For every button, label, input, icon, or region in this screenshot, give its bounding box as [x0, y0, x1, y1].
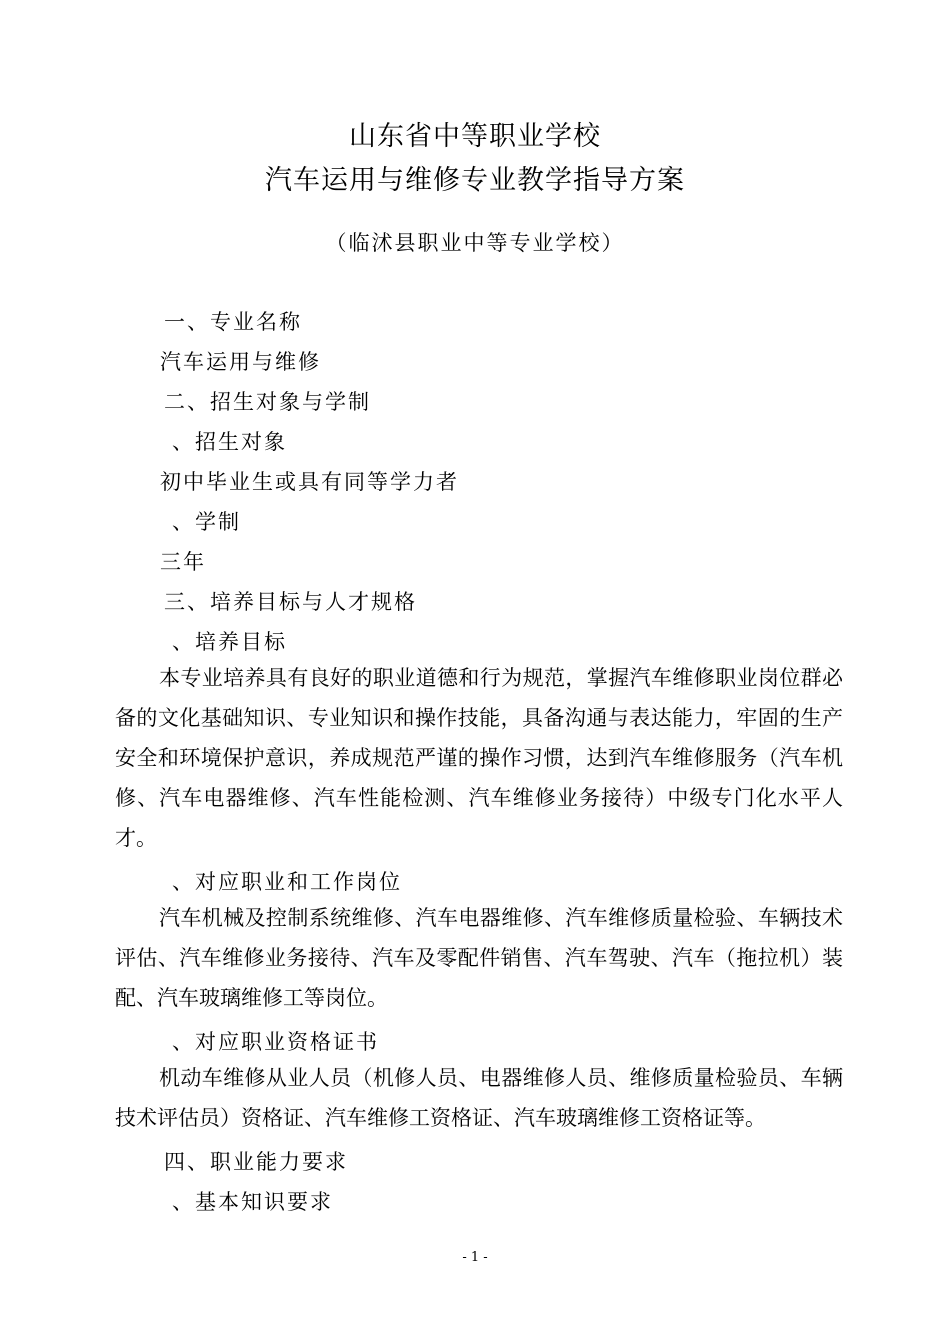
document-title-line2: 汽车运用与维修专业教学指导方案: [265, 165, 685, 196]
document-subtitle: （临沭县职业中等专业学校）: [325, 231, 625, 255]
subsection-heading-3-3: 、对应职业资格证书: [172, 1030, 379, 1054]
subsection-heading-2-2: 、学制: [172, 510, 241, 534]
subsection-heading-3-1: 、培养目标: [172, 630, 287, 654]
paragraph-job-positions: 汽车机械及控制系统维修、汽车电器维修、汽车维修质量检验、车辆技术评估、汽车维修业务接待、汽车及零配件销售、汽车驾驶、汽车（拖拉机）装配、汽车玻璃维修工等岗位。: [115, 906, 843, 1010]
section-heading-4: 四、职业能力要求: [164, 1150, 348, 1174]
subsection-heading-3-2: 、对应职业和工作岗位: [172, 870, 402, 894]
section-heading-2: 二、招生对象与学制: [164, 390, 371, 414]
section-heading-3: 三、培养目标与人才规格: [164, 590, 417, 614]
document-title-line1: 山东省中等职业学校: [349, 121, 601, 152]
paragraph-certificates: 机动车维修从业人员（机修人员、电器维修人员、维修质量检验员、车辆技术评估员）资格证、汽车维修工资格证、汽车玻璃维修工资格证等。: [115, 1066, 843, 1130]
subsection-heading-2-1: 、招生对象: [172, 430, 287, 454]
subsection-text-2-2: 三年: [160, 550, 206, 574]
subsection-heading-4-1: 、基本知识要求: [172, 1190, 333, 1214]
paragraph-training-goal: 本专业培养具有良好的职业道德和行为规范，掌握汽车维修职业岗位群必备的文化基础知识、专业知识和操作技能，具备沟通与表达能力，牢固的生产安全和环境保护意识，养成规范严谨的操作习惯，达到汽车维修服务（汽车机修、汽车电器维修、汽车性能检测、汽车维修业务接待）中级专门化水平人才。: [115, 666, 843, 850]
section-heading-1: 一、专业名称: [164, 310, 302, 334]
section-text-1: 汽车运用与维修: [160, 350, 321, 374]
page-number: - 1 -: [462, 1250, 488, 1265]
subsection-text-2-1: 初中毕业生或具有同等学力者: [160, 470, 459, 494]
